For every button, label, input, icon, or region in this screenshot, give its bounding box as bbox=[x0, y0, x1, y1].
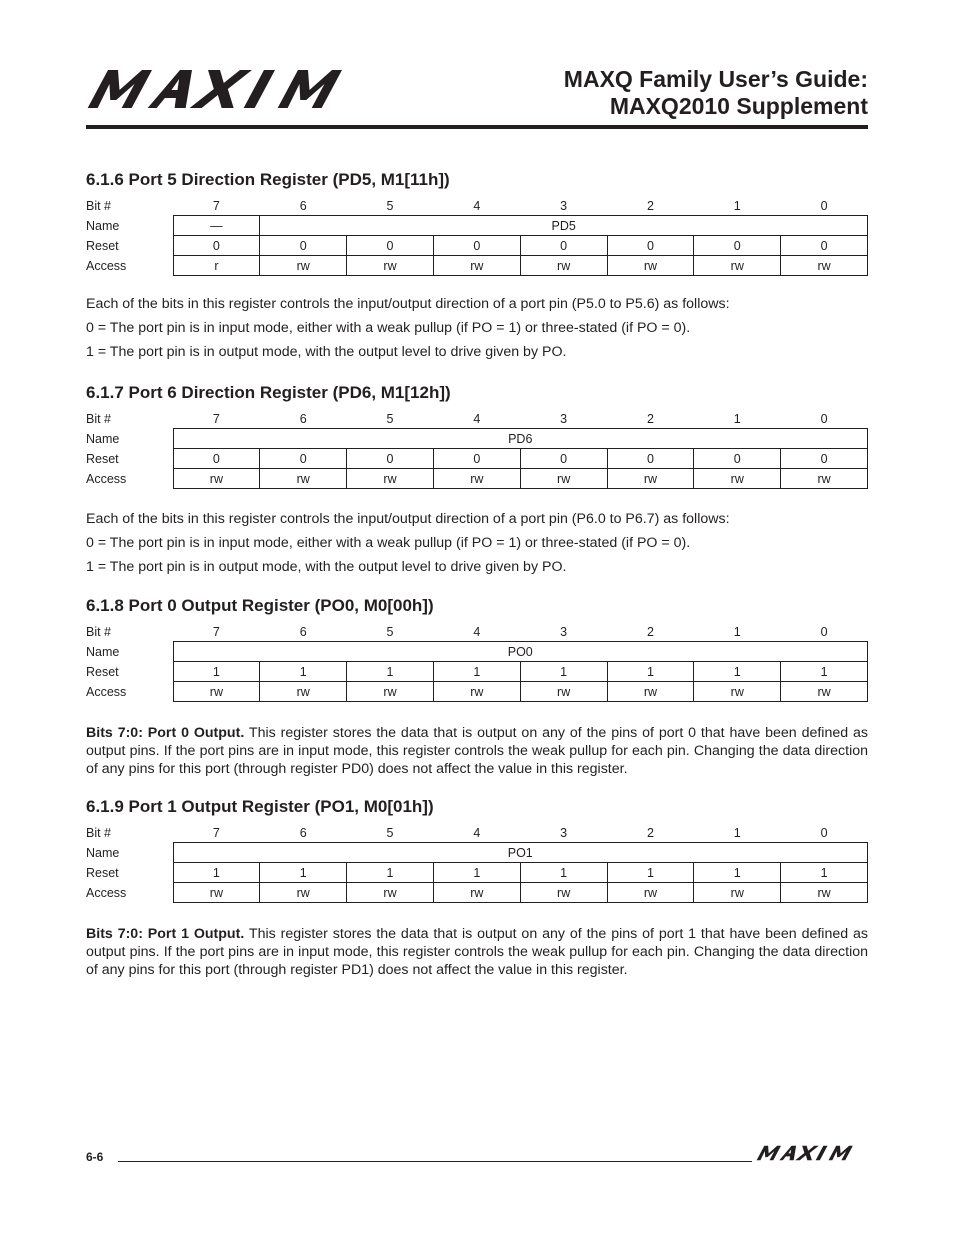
name-row bbox=[86, 843, 868, 863]
name-cell: — bbox=[173, 216, 260, 236]
access-cell: rw bbox=[694, 682, 781, 702]
bit-number: 6 bbox=[299, 198, 307, 213]
maxim-logo-footer bbox=[756, 1145, 868, 1161]
reset-cell: 0 bbox=[520, 236, 607, 256]
access-cell: rw bbox=[520, 256, 607, 276]
reset-row bbox=[86, 449, 868, 469]
bit-number: 7 bbox=[212, 624, 220, 639]
name-row bbox=[86, 429, 868, 449]
access-cell: rw bbox=[781, 883, 868, 903]
bit-number: 6 bbox=[299, 624, 307, 639]
bit-number: 7 bbox=[212, 411, 220, 426]
reset-cell: 1 bbox=[260, 662, 347, 682]
access-cell: rw bbox=[260, 469, 347, 489]
bit-number: 7 bbox=[212, 825, 220, 840]
bit-number: 0 bbox=[820, 198, 828, 213]
title-line-1: MAXQ Family User’s Guide: bbox=[563, 66, 868, 92]
reset-cell: 0 bbox=[694, 449, 781, 469]
reset-cell: 1 bbox=[520, 863, 607, 883]
section-heading: 6.1.6 Port 5 Direction Register (PD5, M1[11h]) bbox=[86, 170, 450, 189]
bits-label: Bits 7:0: Port 1 Output. bbox=[86, 926, 245, 942]
reset-cell: 0 bbox=[607, 449, 694, 469]
access-cell: rw bbox=[173, 883, 260, 903]
access-row bbox=[86, 883, 868, 903]
reset-cell: 1 bbox=[694, 863, 781, 883]
access-cell: rw bbox=[173, 682, 260, 702]
access-cell: rw bbox=[347, 883, 434, 903]
bits-text: This register stores the data that is output on any of the pins of port 1 that have been defined as output pins. If the port pins are in input mode, this register controls the weak pullup for each pin. Changing the data direction of any pins for this port (through register PD1) does not affect the value in this register. bbox=[86, 926, 868, 978]
bit-number: 4 bbox=[473, 411, 481, 426]
bit-row bbox=[86, 622, 868, 642]
bit-number: 3 bbox=[560, 198, 568, 213]
bit-row bbox=[86, 409, 868, 429]
access-cell: rw bbox=[694, 256, 781, 276]
section-pd6 bbox=[86, 383, 868, 576]
reset-cell: 0 bbox=[347, 449, 434, 469]
access-cell: rw bbox=[607, 469, 694, 489]
bit-number: 4 bbox=[473, 624, 481, 639]
bit-number: 2 bbox=[646, 411, 654, 426]
access-cell: rw bbox=[781, 469, 868, 489]
bits-text: This register stores the data that is output on any of the pins of port 0 that have been defined as output pins. If the port pins are in input mode, this register controls the weak pullup for each pin. Changing the data direction of any pins for this port (through register PD0) does not affect the value in this register. bbox=[86, 725, 868, 777]
access-cell: rw bbox=[433, 883, 520, 903]
reset-cell: 0 bbox=[347, 236, 434, 256]
reset-row bbox=[86, 863, 868, 883]
reset-cell: 0 bbox=[173, 449, 260, 469]
reset-cell: 1 bbox=[781, 863, 868, 883]
footer-rule bbox=[118, 1161, 752, 1162]
section-pd5 bbox=[86, 170, 868, 361]
bit-number: 3 bbox=[560, 624, 568, 639]
name-cell: PO0 bbox=[173, 642, 868, 662]
reset-cell: 0 bbox=[694, 236, 781, 256]
bit-row bbox=[86, 823, 868, 843]
bit-number: 2 bbox=[646, 825, 654, 840]
bit-number: 0 bbox=[820, 624, 828, 639]
bit-number: 1 bbox=[733, 624, 741, 639]
section-heading: 6.1.9 Port 1 Output Register (PO1, M0[01h]) bbox=[86, 797, 434, 816]
bit-number: 5 bbox=[386, 825, 394, 840]
page-number: 6-6 bbox=[86, 1150, 104, 1164]
access-cell: rw bbox=[347, 682, 434, 702]
body-paragraph: 1 = The port pin is in output mode, with the output level to drive given by PO. bbox=[86, 344, 567, 360]
access-row bbox=[86, 682, 868, 702]
reset-cell: 1 bbox=[781, 662, 868, 682]
section-po1 bbox=[86, 797, 868, 979]
access-cell: rw bbox=[781, 256, 868, 276]
row-label: Bit # bbox=[86, 411, 112, 426]
section-po0 bbox=[86, 596, 868, 778]
access-cell: rw bbox=[433, 256, 520, 276]
maxim-logo bbox=[86, 70, 382, 108]
reset-cell: 1 bbox=[607, 863, 694, 883]
bits-description bbox=[86, 724, 868, 778]
bit-number: 7 bbox=[212, 198, 220, 213]
row-label: Access bbox=[86, 684, 127, 699]
reset-cell: 0 bbox=[260, 449, 347, 469]
access-cell: rw bbox=[607, 682, 694, 702]
row-label: Name bbox=[86, 218, 120, 233]
access-cell: rw bbox=[520, 883, 607, 903]
access-row bbox=[86, 256, 868, 276]
document-title bbox=[564, 66, 868, 120]
name-cell: PD6 bbox=[173, 429, 868, 449]
access-cell: rw bbox=[520, 682, 607, 702]
row-label: Name bbox=[86, 845, 120, 860]
access-cell: rw bbox=[433, 469, 520, 489]
body-paragraph: 0 = The port pin is in input mode, either with a weak pullup (if PO = 1) or three-stated (if PO = 0). bbox=[86, 320, 691, 336]
register-table-pd5 bbox=[86, 196, 868, 276]
body-paragraph: Each of the bits in this register controls the input/output direction of a port pin (P5.0 to P5.6) as follows: bbox=[86, 296, 730, 312]
register-table-po1 bbox=[86, 823, 868, 903]
row-label: Access bbox=[86, 258, 127, 273]
name-row bbox=[86, 642, 868, 662]
reset-cell: 0 bbox=[781, 236, 868, 256]
access-cell: rw bbox=[607, 256, 694, 276]
access-cell: rw bbox=[173, 469, 260, 489]
reset-cell: 1 bbox=[173, 863, 260, 883]
row-label: Reset bbox=[86, 865, 119, 880]
access-cell: rw bbox=[260, 682, 347, 702]
row-label: Reset bbox=[86, 238, 119, 253]
row-label: Bit # bbox=[86, 825, 112, 840]
reset-cell: 0 bbox=[260, 236, 347, 256]
bit-row bbox=[86, 196, 868, 216]
register-table-po0 bbox=[86, 622, 868, 702]
bit-number: 5 bbox=[386, 624, 394, 639]
reset-row bbox=[86, 662, 868, 682]
reset-cell: 1 bbox=[260, 863, 347, 883]
reset-cell: 1 bbox=[694, 662, 781, 682]
reset-cell: 1 bbox=[347, 662, 434, 682]
access-cell: rw bbox=[347, 469, 434, 489]
reset-cell: 1 bbox=[433, 662, 520, 682]
row-label: Reset bbox=[86, 664, 119, 679]
reset-cell: 0 bbox=[520, 449, 607, 469]
bit-number: 0 bbox=[820, 825, 828, 840]
row-label: Name bbox=[86, 431, 120, 446]
access-cell: rw bbox=[260, 883, 347, 903]
name-cell: PO1 bbox=[173, 843, 868, 863]
bit-number: 2 bbox=[646, 624, 654, 639]
row-label: Access bbox=[86, 885, 127, 900]
section-heading: 6.1.7 Port 6 Direction Register (PD6, M1[12h]) bbox=[86, 383, 451, 402]
reset-cell: 1 bbox=[433, 863, 520, 883]
bit-number: 4 bbox=[473, 198, 481, 213]
access-cell: rw bbox=[520, 469, 607, 489]
bits-description bbox=[86, 925, 868, 979]
bit-number: 6 bbox=[299, 411, 307, 426]
reset-cell: 1 bbox=[173, 662, 260, 682]
reset-cell: 1 bbox=[520, 662, 607, 682]
bit-number: 5 bbox=[386, 411, 394, 426]
bit-number: 1 bbox=[733, 198, 741, 213]
access-cell: rw bbox=[347, 256, 434, 276]
reset-cell: 0 bbox=[607, 236, 694, 256]
name-row bbox=[86, 216, 868, 236]
body-paragraph: Each of the bits in this register controls the input/output direction of a port pin (P6.0 to P6.7) as follows: bbox=[86, 511, 730, 527]
title-line-2: MAXQ2010 Supplement bbox=[609, 93, 868, 119]
row-label: Reset bbox=[86, 451, 119, 466]
bit-number: 6 bbox=[299, 825, 307, 840]
access-cell: rw bbox=[694, 469, 781, 489]
access-cell: rw bbox=[781, 682, 868, 702]
reset-cell: 0 bbox=[433, 236, 520, 256]
register-table-pd6 bbox=[86, 409, 868, 489]
row-label: Bit # bbox=[86, 624, 112, 639]
bit-number: 2 bbox=[646, 198, 654, 213]
reset-cell: 0 bbox=[781, 449, 868, 469]
row-label: Bit # bbox=[86, 198, 112, 213]
access-cell: rw bbox=[260, 256, 347, 276]
bit-number: 1 bbox=[733, 825, 741, 840]
access-cell: rw bbox=[607, 883, 694, 903]
header-rule bbox=[86, 125, 868, 129]
access-row bbox=[86, 469, 868, 489]
reset-cell: 0 bbox=[173, 236, 260, 256]
bit-number: 3 bbox=[560, 825, 568, 840]
bit-number: 1 bbox=[733, 411, 741, 426]
bit-number: 0 bbox=[820, 411, 828, 426]
bit-number: 5 bbox=[386, 198, 394, 213]
bit-number: 3 bbox=[560, 411, 568, 426]
body-paragraph: 0 = The port pin is in input mode, either with a weak pullup (if PO = 1) or three-stated (if PO = 0). bbox=[86, 535, 691, 551]
bit-number: 4 bbox=[473, 825, 481, 840]
access-cell: rw bbox=[694, 883, 781, 903]
access-cell: r bbox=[173, 256, 260, 276]
row-label: Name bbox=[86, 644, 120, 659]
access-cell: rw bbox=[433, 682, 520, 702]
reset-cell: 1 bbox=[347, 863, 434, 883]
reset-row bbox=[86, 236, 868, 256]
bits-label: Bits 7:0: Port 0 Output. bbox=[86, 725, 245, 741]
reset-cell: 0 bbox=[433, 449, 520, 469]
body-paragraph: 1 = The port pin is in output mode, with the output level to drive given by PO. bbox=[86, 559, 567, 575]
name-cell: PD5 bbox=[260, 216, 868, 236]
section-heading: 6.1.8 Port 0 Output Register (PO0, M0[00h]) bbox=[86, 596, 434, 615]
row-label: Access bbox=[86, 471, 127, 486]
reset-cell: 1 bbox=[607, 662, 694, 682]
